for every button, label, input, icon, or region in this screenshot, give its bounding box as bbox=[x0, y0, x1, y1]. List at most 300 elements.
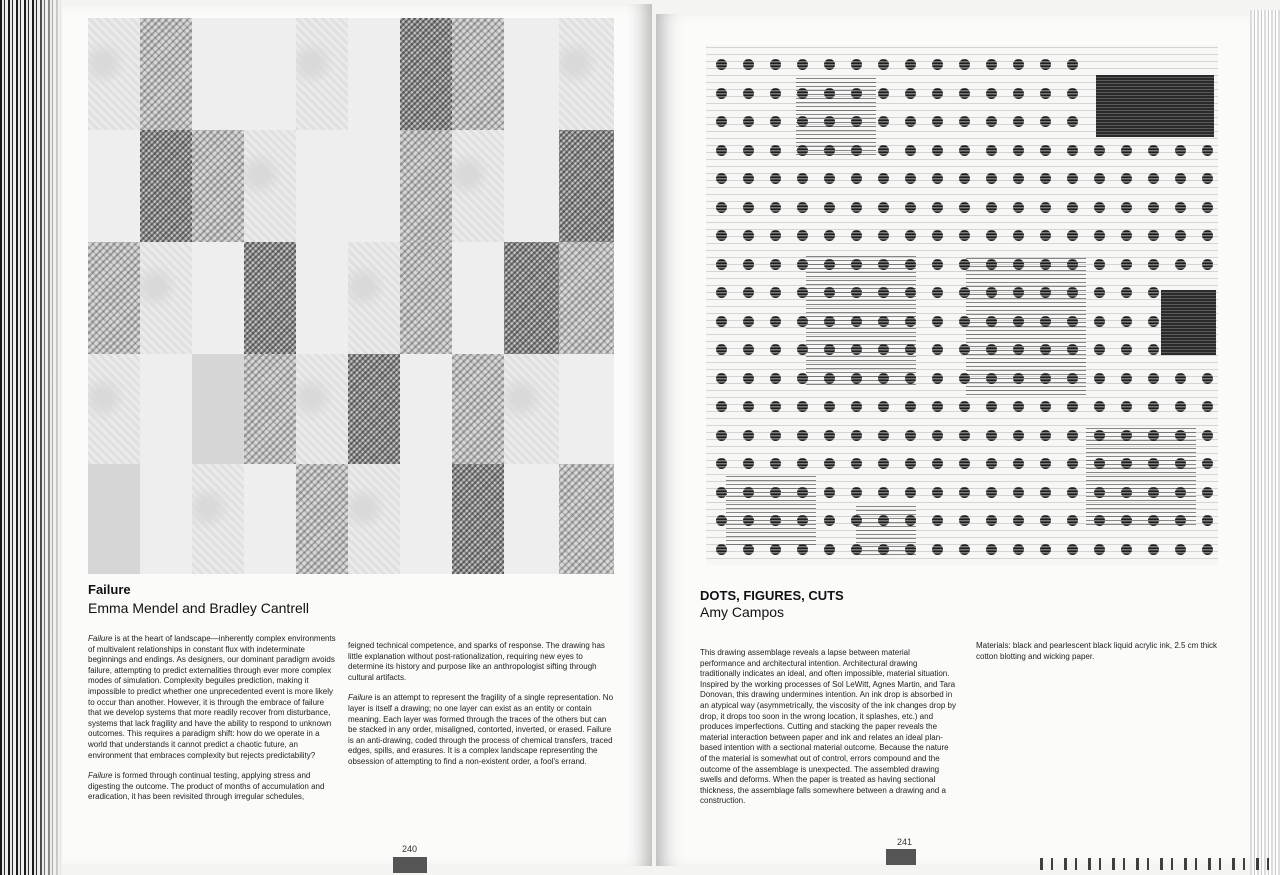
ink-dot bbox=[1067, 145, 1078, 156]
left-col1-paragraph-1: Failure is at the heart of landscape—inherently complex environments of multivalent relationships in constant flux with indeterminate beginnings and endings. As designers, our dominant paradigm avoids failure, attempting to predict externalities through ever more complex modes of simulation. Complexity beguiles prediction, making it impossible to predict whether one unprecedented event is more likely to occur than another. However, it is through the embrace of failure that we develop systems that more readily recover from disturbance, systems that lack fragility and have the ability to respond to unknown outcomes. This requires a paradigm shift: how do we operate in a world that understands it cannot predict a chaotic future, an environment that embraces complexity but rejects predictability? bbox=[88, 634, 336, 760]
ink-dot bbox=[905, 59, 916, 70]
ink-dot bbox=[1040, 344, 1051, 355]
ink-dot bbox=[905, 173, 916, 184]
ink-dot bbox=[1202, 230, 1213, 241]
ink-dot bbox=[1121, 344, 1132, 355]
ink-dot bbox=[1202, 373, 1213, 384]
ink-dot bbox=[932, 173, 943, 184]
right-artwork-authors: Amy Campos bbox=[700, 604, 785, 620]
ink-dot bbox=[716, 59, 727, 70]
ink-dot bbox=[986, 230, 997, 241]
ink-dot bbox=[959, 116, 970, 127]
ink-dot bbox=[770, 59, 781, 70]
ink-dot bbox=[824, 230, 835, 241]
ink-dot bbox=[959, 373, 970, 384]
ink-dot bbox=[1121, 259, 1132, 270]
ink-dot bbox=[932, 116, 943, 127]
ink-dot bbox=[770, 230, 781, 241]
ink-dot bbox=[1175, 401, 1186, 412]
ink-dot bbox=[716, 487, 727, 498]
ink-dot bbox=[716, 430, 727, 441]
ink-dot bbox=[743, 88, 754, 99]
ink-dot bbox=[797, 173, 808, 184]
ink-dot bbox=[716, 259, 727, 270]
ink-dot bbox=[716, 230, 727, 241]
ink-dot bbox=[932, 316, 943, 327]
ink-dot bbox=[1202, 458, 1213, 469]
ink-dot bbox=[905, 515, 916, 526]
ink-dot bbox=[878, 373, 889, 384]
ink-dot bbox=[1013, 316, 1024, 327]
ink-dot bbox=[797, 401, 808, 412]
ink-dot bbox=[1202, 202, 1213, 213]
ink-dot bbox=[1094, 173, 1105, 184]
ink-dot bbox=[1175, 487, 1186, 498]
ink-dot bbox=[770, 116, 781, 127]
ink-dot bbox=[1013, 88, 1024, 99]
ink-dot bbox=[743, 487, 754, 498]
ink-dot bbox=[1013, 116, 1024, 127]
ink-dot bbox=[1094, 316, 1105, 327]
ink-dot bbox=[1067, 259, 1078, 270]
ink-dot bbox=[1067, 316, 1078, 327]
ink-dot bbox=[1040, 316, 1051, 327]
ink-dot bbox=[1094, 344, 1105, 355]
ink-dot bbox=[1148, 458, 1159, 469]
ink-dot bbox=[851, 173, 862, 184]
ink-dot bbox=[1121, 230, 1132, 241]
ink-dot bbox=[797, 88, 808, 99]
ink-dot bbox=[1202, 515, 1213, 526]
ink-dot bbox=[878, 344, 889, 355]
ink-dot bbox=[797, 202, 808, 213]
ink-dot bbox=[743, 430, 754, 441]
ink-dot bbox=[1202, 401, 1213, 412]
ink-dot bbox=[1094, 401, 1105, 412]
ink-dot bbox=[1013, 344, 1024, 355]
ink-dot bbox=[1094, 458, 1105, 469]
ink-dot bbox=[1040, 116, 1051, 127]
ink-dot bbox=[1040, 487, 1051, 498]
ink-dot bbox=[824, 59, 835, 70]
ink-dot bbox=[797, 59, 808, 70]
ink-dot bbox=[1094, 487, 1105, 498]
ink-dot bbox=[743, 259, 754, 270]
ink-dot bbox=[1175, 458, 1186, 469]
ink-dot bbox=[986, 487, 997, 498]
ink-dot bbox=[1148, 544, 1159, 555]
ink-dot bbox=[1175, 173, 1186, 184]
ink-dot bbox=[959, 230, 970, 241]
ink-dot bbox=[770, 515, 781, 526]
ink-dot bbox=[1148, 287, 1159, 298]
ink-dot bbox=[986, 88, 997, 99]
ink-dot bbox=[959, 88, 970, 99]
ink-dot bbox=[770, 88, 781, 99]
ink-dot bbox=[1121, 145, 1132, 156]
ink-dot bbox=[1067, 430, 1078, 441]
page-edges-left-shade bbox=[40, 0, 62, 875]
ink-dot bbox=[878, 88, 889, 99]
ink-dot bbox=[824, 344, 835, 355]
ink-dot bbox=[1148, 344, 1159, 355]
ink-dot bbox=[932, 487, 943, 498]
ink-dot bbox=[878, 287, 889, 298]
ink-dot bbox=[1121, 287, 1132, 298]
ink-dot bbox=[743, 116, 754, 127]
ink-dot bbox=[932, 230, 943, 241]
ink-dot bbox=[959, 344, 970, 355]
ink-dot bbox=[878, 116, 889, 127]
ink-dot bbox=[743, 287, 754, 298]
ink-dot bbox=[1040, 173, 1051, 184]
ink-dot bbox=[770, 316, 781, 327]
ink-dot bbox=[986, 259, 997, 270]
right-artwork-title: DOTS, FIGURES, CUTS bbox=[700, 588, 844, 603]
ink-dot bbox=[1013, 145, 1024, 156]
ink-dot bbox=[716, 458, 727, 469]
ink-dot bbox=[824, 430, 835, 441]
ink-dot bbox=[851, 316, 862, 327]
ink-dot bbox=[824, 116, 835, 127]
ink-dot bbox=[1175, 373, 1186, 384]
ink-dot bbox=[959, 287, 970, 298]
ink-dot bbox=[932, 430, 943, 441]
ink-dot bbox=[797, 487, 808, 498]
ink-dot bbox=[986, 373, 997, 384]
ink-dot bbox=[743, 458, 754, 469]
page-edge-marks bbox=[1040, 858, 1280, 870]
ink-dot bbox=[743, 316, 754, 327]
ink-dot bbox=[824, 544, 835, 555]
ink-dot bbox=[824, 202, 835, 213]
ink-dot bbox=[959, 401, 970, 412]
ink-dot bbox=[770, 373, 781, 384]
ink-dot bbox=[986, 59, 997, 70]
ink-dot bbox=[1040, 515, 1051, 526]
ink-dot bbox=[932, 59, 943, 70]
ink-dot bbox=[743, 59, 754, 70]
ink-dot bbox=[824, 259, 835, 270]
ink-dot bbox=[1040, 259, 1051, 270]
ink-dot bbox=[1148, 145, 1159, 156]
ink-dot bbox=[824, 401, 835, 412]
ink-dot bbox=[851, 259, 862, 270]
ink-dot bbox=[1148, 202, 1159, 213]
ink-dot bbox=[932, 259, 943, 270]
left-artwork-title: Failure bbox=[88, 582, 131, 597]
ink-dot bbox=[932, 287, 943, 298]
ink-dot bbox=[743, 202, 754, 213]
left-artwork-authors: Emma Mendel and Bradley Cantrell bbox=[88, 600, 309, 616]
ink-dot bbox=[1175, 145, 1186, 156]
ink-dot bbox=[797, 430, 808, 441]
ink-dot bbox=[1121, 487, 1132, 498]
ink-dot bbox=[851, 59, 862, 70]
ink-dot bbox=[851, 544, 862, 555]
ink-dot bbox=[770, 259, 781, 270]
ink-dot bbox=[878, 430, 889, 441]
ink-dot bbox=[716, 401, 727, 412]
ink-dot bbox=[797, 116, 808, 127]
ink-dot bbox=[1202, 544, 1213, 555]
ink-dot bbox=[878, 173, 889, 184]
ink-dot bbox=[1121, 173, 1132, 184]
ink-dot bbox=[797, 145, 808, 156]
right-body-column-2 bbox=[976, 641, 1230, 672]
ink-dot bbox=[1040, 59, 1051, 70]
ink-dot bbox=[878, 202, 889, 213]
ink-dot bbox=[1040, 458, 1051, 469]
ink-dot bbox=[851, 515, 862, 526]
ink-dot bbox=[878, 487, 889, 498]
ink-dot bbox=[905, 202, 916, 213]
ink-dot bbox=[1067, 544, 1078, 555]
ink-dot bbox=[797, 230, 808, 241]
ink-dot bbox=[878, 316, 889, 327]
ink-dot bbox=[1013, 173, 1024, 184]
ink-dot bbox=[1094, 515, 1105, 526]
ink-dot bbox=[1094, 287, 1105, 298]
ink-dot bbox=[851, 145, 862, 156]
ink-dot bbox=[1148, 316, 1159, 327]
ink-dot bbox=[1067, 373, 1078, 384]
ink-dot bbox=[824, 173, 835, 184]
ink-dot bbox=[824, 515, 835, 526]
ink-dot bbox=[986, 344, 997, 355]
ink-dot bbox=[824, 487, 835, 498]
ink-dot bbox=[797, 259, 808, 270]
left-page-number: 240 bbox=[402, 844, 418, 854]
ink-dot bbox=[1202, 173, 1213, 184]
ink-dot bbox=[716, 173, 727, 184]
ink-dot bbox=[1175, 430, 1186, 441]
ink-dot bbox=[878, 544, 889, 555]
ink-dot bbox=[986, 430, 997, 441]
ink-dot bbox=[905, 145, 916, 156]
ink-dot bbox=[1013, 544, 1024, 555]
page-edges-right bbox=[1250, 10, 1280, 875]
ink-dot bbox=[716, 373, 727, 384]
ink-dot bbox=[1121, 515, 1132, 526]
ink-dot bbox=[1121, 373, 1132, 384]
dots-figures-cuts-artwork bbox=[706, 45, 1218, 565]
failure-artwork bbox=[88, 18, 614, 574]
ink-dot bbox=[716, 344, 727, 355]
ink-dot bbox=[743, 373, 754, 384]
ink-dot bbox=[905, 487, 916, 498]
ink-dot bbox=[1067, 344, 1078, 355]
ink-dot bbox=[959, 544, 970, 555]
ink-dot bbox=[1175, 544, 1186, 555]
ink-dot bbox=[1013, 59, 1024, 70]
ink-dot bbox=[959, 316, 970, 327]
ink-dot bbox=[1148, 401, 1159, 412]
ink-dot bbox=[797, 373, 808, 384]
right-body-column-1 bbox=[700, 648, 956, 817]
ink-dot bbox=[824, 287, 835, 298]
ink-dot bbox=[851, 116, 862, 127]
ink-dot bbox=[716, 544, 727, 555]
left-body-column-1 bbox=[88, 634, 336, 813]
ink-dot bbox=[770, 202, 781, 213]
ink-dot bbox=[1148, 487, 1159, 498]
ink-dot bbox=[1013, 515, 1024, 526]
ink-dot bbox=[797, 287, 808, 298]
ink-dot bbox=[797, 544, 808, 555]
ink-dot bbox=[743, 401, 754, 412]
ink-dot bbox=[1013, 259, 1024, 270]
ink-dot bbox=[1040, 88, 1051, 99]
ink-dot bbox=[959, 430, 970, 441]
ink-dot bbox=[932, 544, 943, 555]
ink-dot bbox=[1067, 458, 1078, 469]
ink-dot bbox=[1040, 202, 1051, 213]
ink-dot bbox=[905, 88, 916, 99]
ink-dot bbox=[1094, 373, 1105, 384]
ink-dot bbox=[878, 59, 889, 70]
ink-dot bbox=[932, 458, 943, 469]
ink-dot bbox=[959, 515, 970, 526]
ink-dot bbox=[770, 487, 781, 498]
ink-dot bbox=[986, 401, 997, 412]
ink-dot bbox=[716, 515, 727, 526]
ink-dot bbox=[851, 344, 862, 355]
ink-dot bbox=[878, 230, 889, 241]
ink-dot bbox=[1013, 287, 1024, 298]
ink-dot bbox=[878, 515, 889, 526]
ink-dot bbox=[1175, 202, 1186, 213]
right-page-tab bbox=[886, 849, 916, 865]
ink-dot bbox=[959, 458, 970, 469]
ink-dot bbox=[1148, 230, 1159, 241]
ink-dot bbox=[851, 401, 862, 412]
ink-dot bbox=[716, 202, 727, 213]
ink-dot bbox=[1202, 487, 1213, 498]
ink-dot bbox=[716, 316, 727, 327]
ink-dot bbox=[824, 373, 835, 384]
ink-dot bbox=[1067, 202, 1078, 213]
ink-dot bbox=[770, 430, 781, 441]
ink-dot bbox=[1013, 373, 1024, 384]
ink-dot bbox=[1094, 430, 1105, 441]
ink-dot bbox=[932, 202, 943, 213]
ink-dot bbox=[1121, 202, 1132, 213]
ink-dot bbox=[959, 202, 970, 213]
ink-dot bbox=[824, 88, 835, 99]
ink-dot bbox=[959, 59, 970, 70]
ink-dot bbox=[905, 230, 916, 241]
ink-dot bbox=[986, 316, 997, 327]
ink-dot bbox=[1067, 173, 1078, 184]
ink-dot bbox=[905, 344, 916, 355]
ink-dot bbox=[932, 344, 943, 355]
ink-dot bbox=[932, 515, 943, 526]
ink-dot bbox=[1094, 145, 1105, 156]
ink-dot bbox=[1202, 259, 1213, 270]
ink-dot bbox=[986, 116, 997, 127]
ink-dot bbox=[986, 287, 997, 298]
right-col2-paragraph: Materials: black and pearlescent black liquid acrylic ink, 2.5 cm thick cotton blotting and wicking paper. bbox=[976, 641, 1217, 661]
ink-dot bbox=[770, 145, 781, 156]
ink-dot bbox=[986, 515, 997, 526]
ink-dot bbox=[905, 259, 916, 270]
ink-dot bbox=[851, 202, 862, 213]
left-col2-paragraph-1: feigned technical competence, and sparks of response. The drawing has little explanation without post-rationalization, requiring new eyes to determine its history and purpose like an anthropologist sifting through cultural artifacts. bbox=[348, 641, 605, 682]
right-page-number: 241 bbox=[897, 837, 913, 847]
left-col1-paragraph-2: Failure is formed through continual testing, applying stress and digesting the outcome. The product of months of accumulation and eradication, it has been revisited through irregular schedules, bbox=[88, 771, 325, 802]
left-page-tab bbox=[393, 857, 427, 873]
ink-dot bbox=[716, 88, 727, 99]
ink-dot bbox=[905, 401, 916, 412]
ink-dot bbox=[905, 373, 916, 384]
ink-dot bbox=[1040, 230, 1051, 241]
ink-dot bbox=[1040, 145, 1051, 156]
ink-dot bbox=[743, 230, 754, 241]
ink-dot bbox=[851, 373, 862, 384]
ink-dot bbox=[851, 458, 862, 469]
ink-dot bbox=[743, 344, 754, 355]
ink-dot bbox=[932, 145, 943, 156]
ink-dot bbox=[770, 287, 781, 298]
ink-dot bbox=[770, 344, 781, 355]
ink-dot bbox=[770, 544, 781, 555]
ink-dot bbox=[716, 287, 727, 298]
ink-dot bbox=[1094, 230, 1105, 241]
ink-dot bbox=[986, 202, 997, 213]
ink-dot bbox=[1067, 401, 1078, 412]
ink-dot bbox=[932, 88, 943, 99]
ink-dot bbox=[851, 430, 862, 441]
ink-dot bbox=[1148, 373, 1159, 384]
ink-dot bbox=[1175, 230, 1186, 241]
ink-dot bbox=[1067, 59, 1078, 70]
ink-dot bbox=[1121, 401, 1132, 412]
ink-dot bbox=[1013, 430, 1024, 441]
ink-dot bbox=[1013, 202, 1024, 213]
ink-dot bbox=[1202, 145, 1213, 156]
ink-dot bbox=[1148, 515, 1159, 526]
ink-dot bbox=[1094, 544, 1105, 555]
ink-dot bbox=[959, 259, 970, 270]
ink-dot bbox=[824, 145, 835, 156]
ink-dot bbox=[1013, 458, 1024, 469]
ink-dot bbox=[905, 316, 916, 327]
ink-dot bbox=[1094, 202, 1105, 213]
ink-dot bbox=[851, 487, 862, 498]
ink-dot bbox=[1067, 515, 1078, 526]
ink-dot bbox=[1040, 287, 1051, 298]
ink-dot bbox=[959, 173, 970, 184]
ink-dot bbox=[932, 373, 943, 384]
ink-dot bbox=[716, 145, 727, 156]
ink-dot bbox=[986, 145, 997, 156]
ink-dot bbox=[1013, 487, 1024, 498]
ink-dot bbox=[1175, 515, 1186, 526]
ink-dot bbox=[878, 401, 889, 412]
dot-field bbox=[706, 45, 1218, 565]
ink-dot bbox=[1067, 287, 1078, 298]
right-col1-paragraph: This drawing assemblage reveals a lapse between material performance and architectural intention. Architectural drawing traditionally indicates an ideal, and often impossible, material situation. Inspired by the working processes of Sol LeWitt, Agnes Martin, and Tara Donovan, this drawing undermines intention. An ink drop is absorbed in an atypical way (asymmetrically, the viscosity of the ink changes drop by drop, it drops too soon in the wrong location, it splashes, etc.) and produces imperfections. Cutting and stacking the paper reveals the material interaction between paper and ink and relates an ideal plan-based intention with a sectional material outcome. Because the nature of the material is somewhat out of control, errors compound and the outcome of the assemblage is unexpected. The assembled drawing swells and deforms. When the paper is treated as having sectional thickness, the assemblage falls somewhere between a drawing and a construction. bbox=[700, 648, 956, 806]
ink-dot bbox=[851, 88, 862, 99]
ink-dot bbox=[743, 544, 754, 555]
ink-dot bbox=[932, 401, 943, 412]
ink-dot bbox=[1121, 316, 1132, 327]
ink-dot bbox=[1175, 259, 1186, 270]
ink-dot bbox=[986, 544, 997, 555]
ink-dot bbox=[986, 458, 997, 469]
ink-dot bbox=[905, 287, 916, 298]
